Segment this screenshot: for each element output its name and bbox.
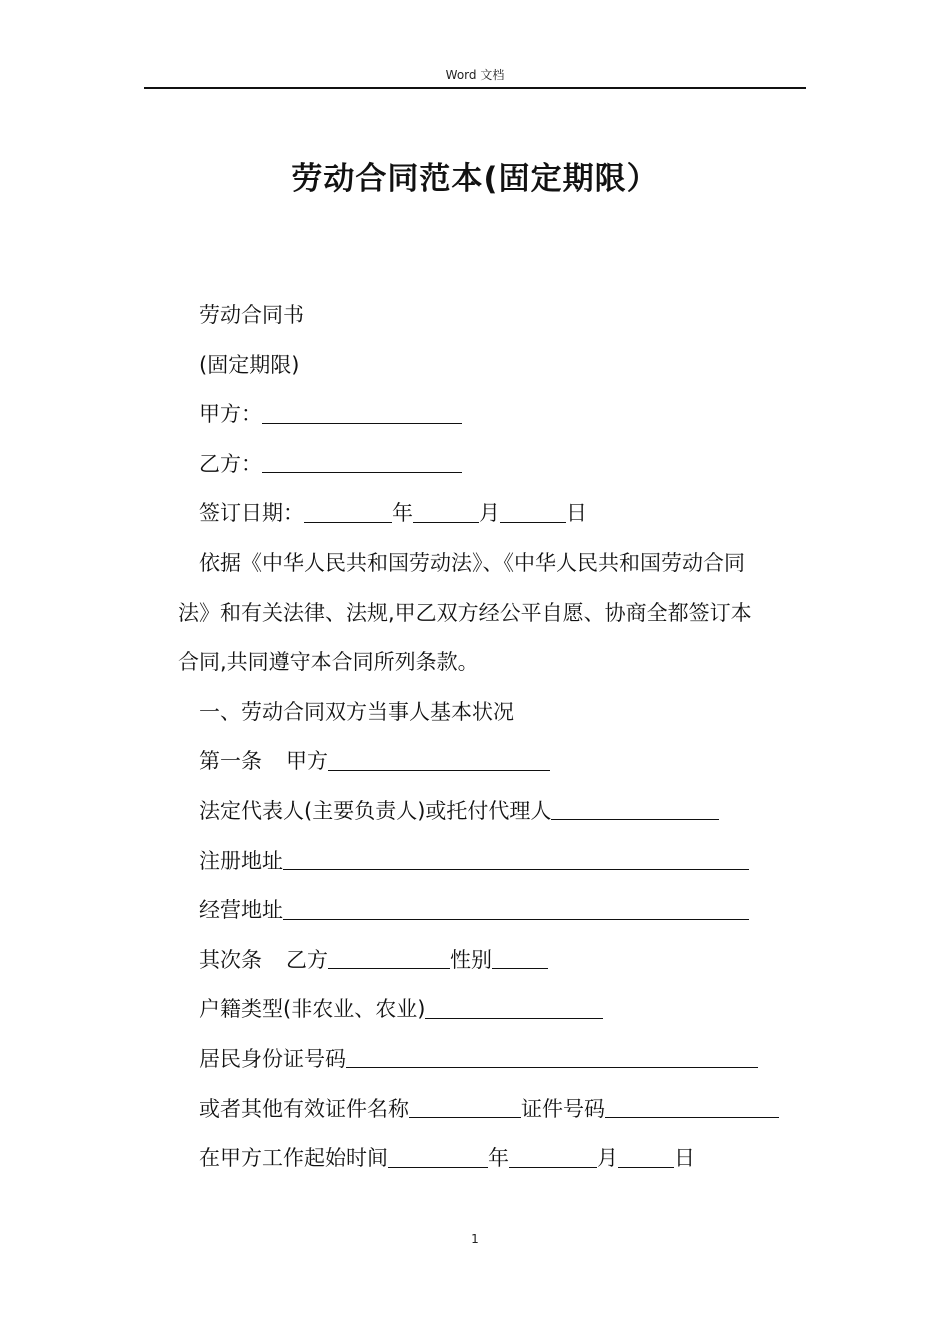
- registered-address-blank: [283, 846, 749, 870]
- start-month-label: 月: [597, 1146, 618, 1171]
- contract-book-heading: 劳动合同书: [199, 303, 304, 327]
- household-type-blank: [425, 995, 603, 1019]
- business-address-blank: [283, 896, 749, 920]
- sign-year-label: 年: [392, 501, 413, 526]
- party-b-blank: [262, 449, 462, 473]
- document-title: 劳动合同范本(固定期限）: [291, 161, 659, 197]
- article-one-party: 甲方: [286, 749, 328, 774]
- start-month-blank: [509, 1144, 597, 1168]
- document-body: [178, 291, 818, 1184]
- preamble-line: 依据《中华人民共和国劳动法》、《中华人民共和国劳动合同: [199, 550, 745, 575]
- page-header: Word 文档: [445, 68, 505, 82]
- registered-address-line: [178, 837, 818, 887]
- start-year-blank: [388, 1144, 488, 1168]
- household-type-label: 户籍类型(非农业、农业): [199, 997, 426, 1022]
- id-number-blank: [346, 1044, 758, 1068]
- start-year-label: 年: [488, 1146, 509, 1171]
- article-one-blank: [328, 747, 550, 771]
- preamble-line: 合同,共同遵守本合同所列条款。: [178, 650, 479, 675]
- sign-date-line: [178, 489, 818, 539]
- article-one-label: 第一条: [199, 749, 262, 774]
- page-number: 1: [471, 1232, 479, 1246]
- article-two-line: [178, 936, 818, 986]
- section-one-heading: 一、劳动合同双方当事人基本状况: [199, 699, 514, 724]
- other-id-label: 或者其他有效证件名称: [199, 1096, 409, 1121]
- party-b-label: 乙方：: [199, 451, 262, 476]
- gender-label: 性别: [450, 947, 492, 972]
- sign-month-label: 月: [479, 501, 500, 526]
- preamble-line: 法》和有关法律、法规,甲乙双方经公平自愿、协商全都签订本: [178, 600, 752, 625]
- sign-date-label: 签订日期：: [199, 501, 304, 526]
- party-a-line: [178, 390, 818, 440]
- business-address-line: [178, 886, 818, 936]
- party-b-line: [178, 440, 818, 490]
- registered-address-label: 注册地址: [199, 848, 283, 873]
- header-rule: [144, 87, 806, 89]
- article-two-name-blank: [328, 945, 450, 969]
- sign-day-blank: [500, 499, 566, 523]
- start-day-label: 日: [674, 1146, 695, 1171]
- contract-type-line: (固定期限): [199, 352, 300, 377]
- party-a-blank: [262, 400, 462, 424]
- business-address-label: 经营地址: [199, 898, 283, 923]
- gender-blank: [492, 945, 548, 969]
- article-one-line: [178, 737, 818, 787]
- legal-rep-blank: [551, 796, 719, 820]
- id-number-line: [178, 1035, 818, 1085]
- preamble-paragraph: [178, 539, 818, 688]
- party-a-label: 甲方：: [199, 402, 262, 427]
- start-time-line: [178, 1134, 818, 1184]
- start-time-label: 在甲方工作起始时间: [199, 1146, 388, 1171]
- legal-rep-line: [178, 787, 818, 837]
- sign-month-blank: [413, 499, 479, 523]
- cert-number-label: 证件号码: [521, 1096, 605, 1121]
- sign-day-label: 日: [566, 501, 587, 526]
- sign-year-blank: [304, 499, 392, 523]
- cert-number-blank: [605, 1094, 779, 1118]
- article-two-party: 乙方: [286, 947, 328, 972]
- article-two-label: 其次条: [199, 947, 262, 972]
- household-type-line: [178, 985, 818, 1035]
- other-id-blank: [409, 1094, 521, 1118]
- other-id-line: [178, 1085, 818, 1135]
- start-day-blank: [618, 1144, 674, 1168]
- legal-rep-label: 法定代表人(主要负责人)或托付代理人: [199, 798, 552, 823]
- id-number-label: 居民身份证号码: [199, 1046, 346, 1071]
